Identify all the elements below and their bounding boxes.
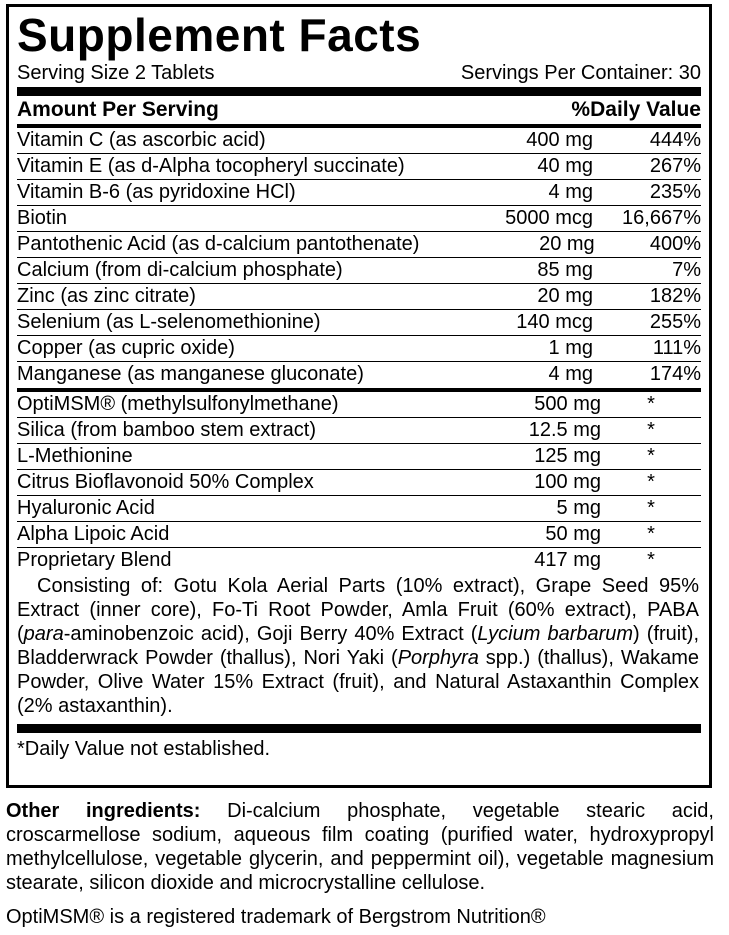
blend-italic-text: Lycium barbarum [477, 623, 634, 645]
nutrient-amount: 12.5 mg [528, 419, 601, 441]
nutrient-amount: 400 mg [526, 129, 593, 151]
nutrient-name: OptiMSM® (methylsulfonylmethane) [17, 393, 339, 415]
other-ingredients-text: Di-calcium phosphate, vegetable stearic acid, croscarmellose sodium, aqueous film coating (purified water, hydroxypropyl methylcellulose, vegetable glycerin, and peppermint oil), vegetable magnesium stearate, silicon dioxide and microcrystalline cellulose. [6, 800, 714, 894]
proprietary-blend-description [17, 574, 701, 724]
nutrient-name: Vitamin C (as ascorbic acid) [17, 129, 266, 151]
nutrient-amount: 4 mg [548, 363, 593, 385]
nutrient-row [17, 232, 701, 258]
nutrient-name: Proprietary Blend [17, 549, 172, 571]
nutrient-amount: 500 mg [534, 393, 601, 415]
nutrient-daily-value: * [647, 549, 655, 571]
nutrient-name: Copper (as cupric oxide) [17, 337, 235, 359]
amount-per-serving-header: Amount Per Serving [17, 98, 219, 121]
nutrient-row [17, 284, 701, 310]
nutrient-daily-value: * [647, 523, 655, 545]
nutrient-amount: 20 mg [537, 285, 593, 307]
nutrient-amount: 85 mg [537, 259, 593, 281]
nutrient-name: Vitamin B-6 (as pyridoxine HCl) [17, 181, 296, 203]
nutrient-row [17, 206, 701, 232]
nutrient-daily-value: * [647, 419, 655, 441]
nutrient-name: Manganese (as manganese gluconate) [17, 363, 364, 385]
nutrient-row [17, 418, 701, 444]
nutrient-name: Vitamin E (as d-Alpha tocopheryl succinate) [17, 155, 405, 177]
nutrient-name: Citrus Bioflavonoid 50% Complex [17, 471, 314, 493]
nutrient-row [17, 470, 701, 496]
nutrient-name: Calcium (from di-calcium phosphate) [17, 259, 343, 281]
other-ingredients [6, 799, 714, 895]
servings-per-container: Servings Per Container: 30 [460, 62, 701, 84]
nutrient-row [17, 180, 701, 206]
nutrient-row [17, 496, 701, 522]
nutrient-daily-value: 7% [672, 259, 701, 281]
column-header [17, 96, 701, 124]
nutrient-amount: 40 mg [537, 155, 593, 177]
nutrient-daily-value: * [647, 393, 655, 415]
nutrient-row [17, 522, 701, 548]
nutrient-daily-value: 444% [649, 129, 701, 151]
nutrient-list [17, 128, 701, 388]
nutrient-amount: 100 mg [534, 471, 601, 493]
nutrient-daily-value: * [647, 471, 655, 493]
nutrient-row [17, 548, 701, 574]
serving-info [17, 61, 701, 87]
nutrient-amount: 50 mg [545, 523, 601, 545]
nutrient-row [17, 392, 701, 418]
nutrient-row [17, 154, 701, 180]
blend-text: ) (fruit), Bladderwrack Powder (thallus), Nori Yaki ( [17, 623, 699, 669]
nutrient-amount: 4 mg [548, 181, 593, 203]
nutrient-name: Silica (from bamboo stem extract) [17, 419, 316, 441]
serving-size: Serving Size 2 Tablets [17, 62, 215, 84]
thick-divider [17, 87, 701, 96]
nutrient-row [17, 444, 701, 470]
supplement-facts-panel [6, 4, 712, 788]
blend-text: spp.) (thallus), Wakame Powder, Olive Water 15% Extract (fruit), and Natural Astaxanthin Complex (2% astaxanthin). [17, 647, 699, 717]
nutrient-amount: 140 mcg [516, 311, 593, 333]
thick-divider [17, 724, 701, 733]
nutrient-row [17, 362, 701, 388]
trademark-notice: OptiMSM® is a registered trademark of Bergstrom Nutrition® [6, 906, 546, 928]
nutrient-amount: 1 mg [548, 337, 593, 359]
nutrient-amount: 125 mg [534, 445, 601, 467]
other-ingredients-label: Other ingredients: [6, 800, 201, 822]
nutrient-daily-value: 255% [649, 311, 701, 333]
nutrient-daily-value: 400% [649, 233, 701, 255]
nutrient-row [17, 258, 701, 284]
other-nutrient-list [17, 392, 701, 574]
blend-text: -aminobenzoic acid), Goji Berry 40% Extract ( [63, 623, 478, 645]
nutrient-daily-value: * [647, 497, 655, 519]
daily-value-header: %Daily Value [571, 98, 701, 121]
nutrient-row [17, 310, 701, 336]
nutrient-name: Hyaluronic Acid [17, 497, 155, 519]
panel-title: Supplement Facts [17, 9, 422, 61]
nutrient-daily-value: 16,667% [622, 207, 701, 229]
nutrient-name: Zinc (as zinc citrate) [17, 285, 196, 307]
nutrient-amount: 5 mg [556, 497, 601, 519]
nutrient-daily-value: 267% [649, 155, 701, 177]
nutrient-name: Biotin [17, 207, 68, 229]
nutrient-daily-value: 111% [652, 337, 701, 359]
nutrient-name: Selenium (as L-selenomethionine) [17, 311, 321, 333]
nutrient-amount: 417 mg [534, 549, 601, 571]
nutrient-daily-value: 174% [649, 363, 701, 385]
nutrient-daily-value: 182% [649, 285, 701, 307]
nutrient-amount: 5000 mcg [505, 207, 593, 229]
nutrient-name: L-Methionine [17, 445, 133, 467]
blend-text: Consisting of: Gotu Kola Aerial Parts (10% extract), Grape Seed 95% Extract (inner core), Fo-Ti Root Powder, Amla Fruit (60% extract), PABA ( [17, 575, 699, 645]
nutrient-row [17, 128, 701, 154]
nutrient-name: Pantothenic Acid (as d-calcium pantothenate) [17, 233, 420, 255]
blend-italic-text: para [23, 623, 64, 645]
nutrient-amount: 20 mg [539, 233, 595, 255]
blend-italic-text: Porphyra [397, 647, 479, 669]
nutrient-row [17, 336, 701, 362]
panel-content [17, 7, 701, 761]
nutrient-daily-value: 235% [649, 181, 701, 203]
nutrient-name: Alpha Lipoic Acid [17, 523, 170, 545]
nutrient-daily-value: * [647, 445, 655, 467]
daily-value-footnote: *Daily Value not established. [17, 738, 271, 760]
